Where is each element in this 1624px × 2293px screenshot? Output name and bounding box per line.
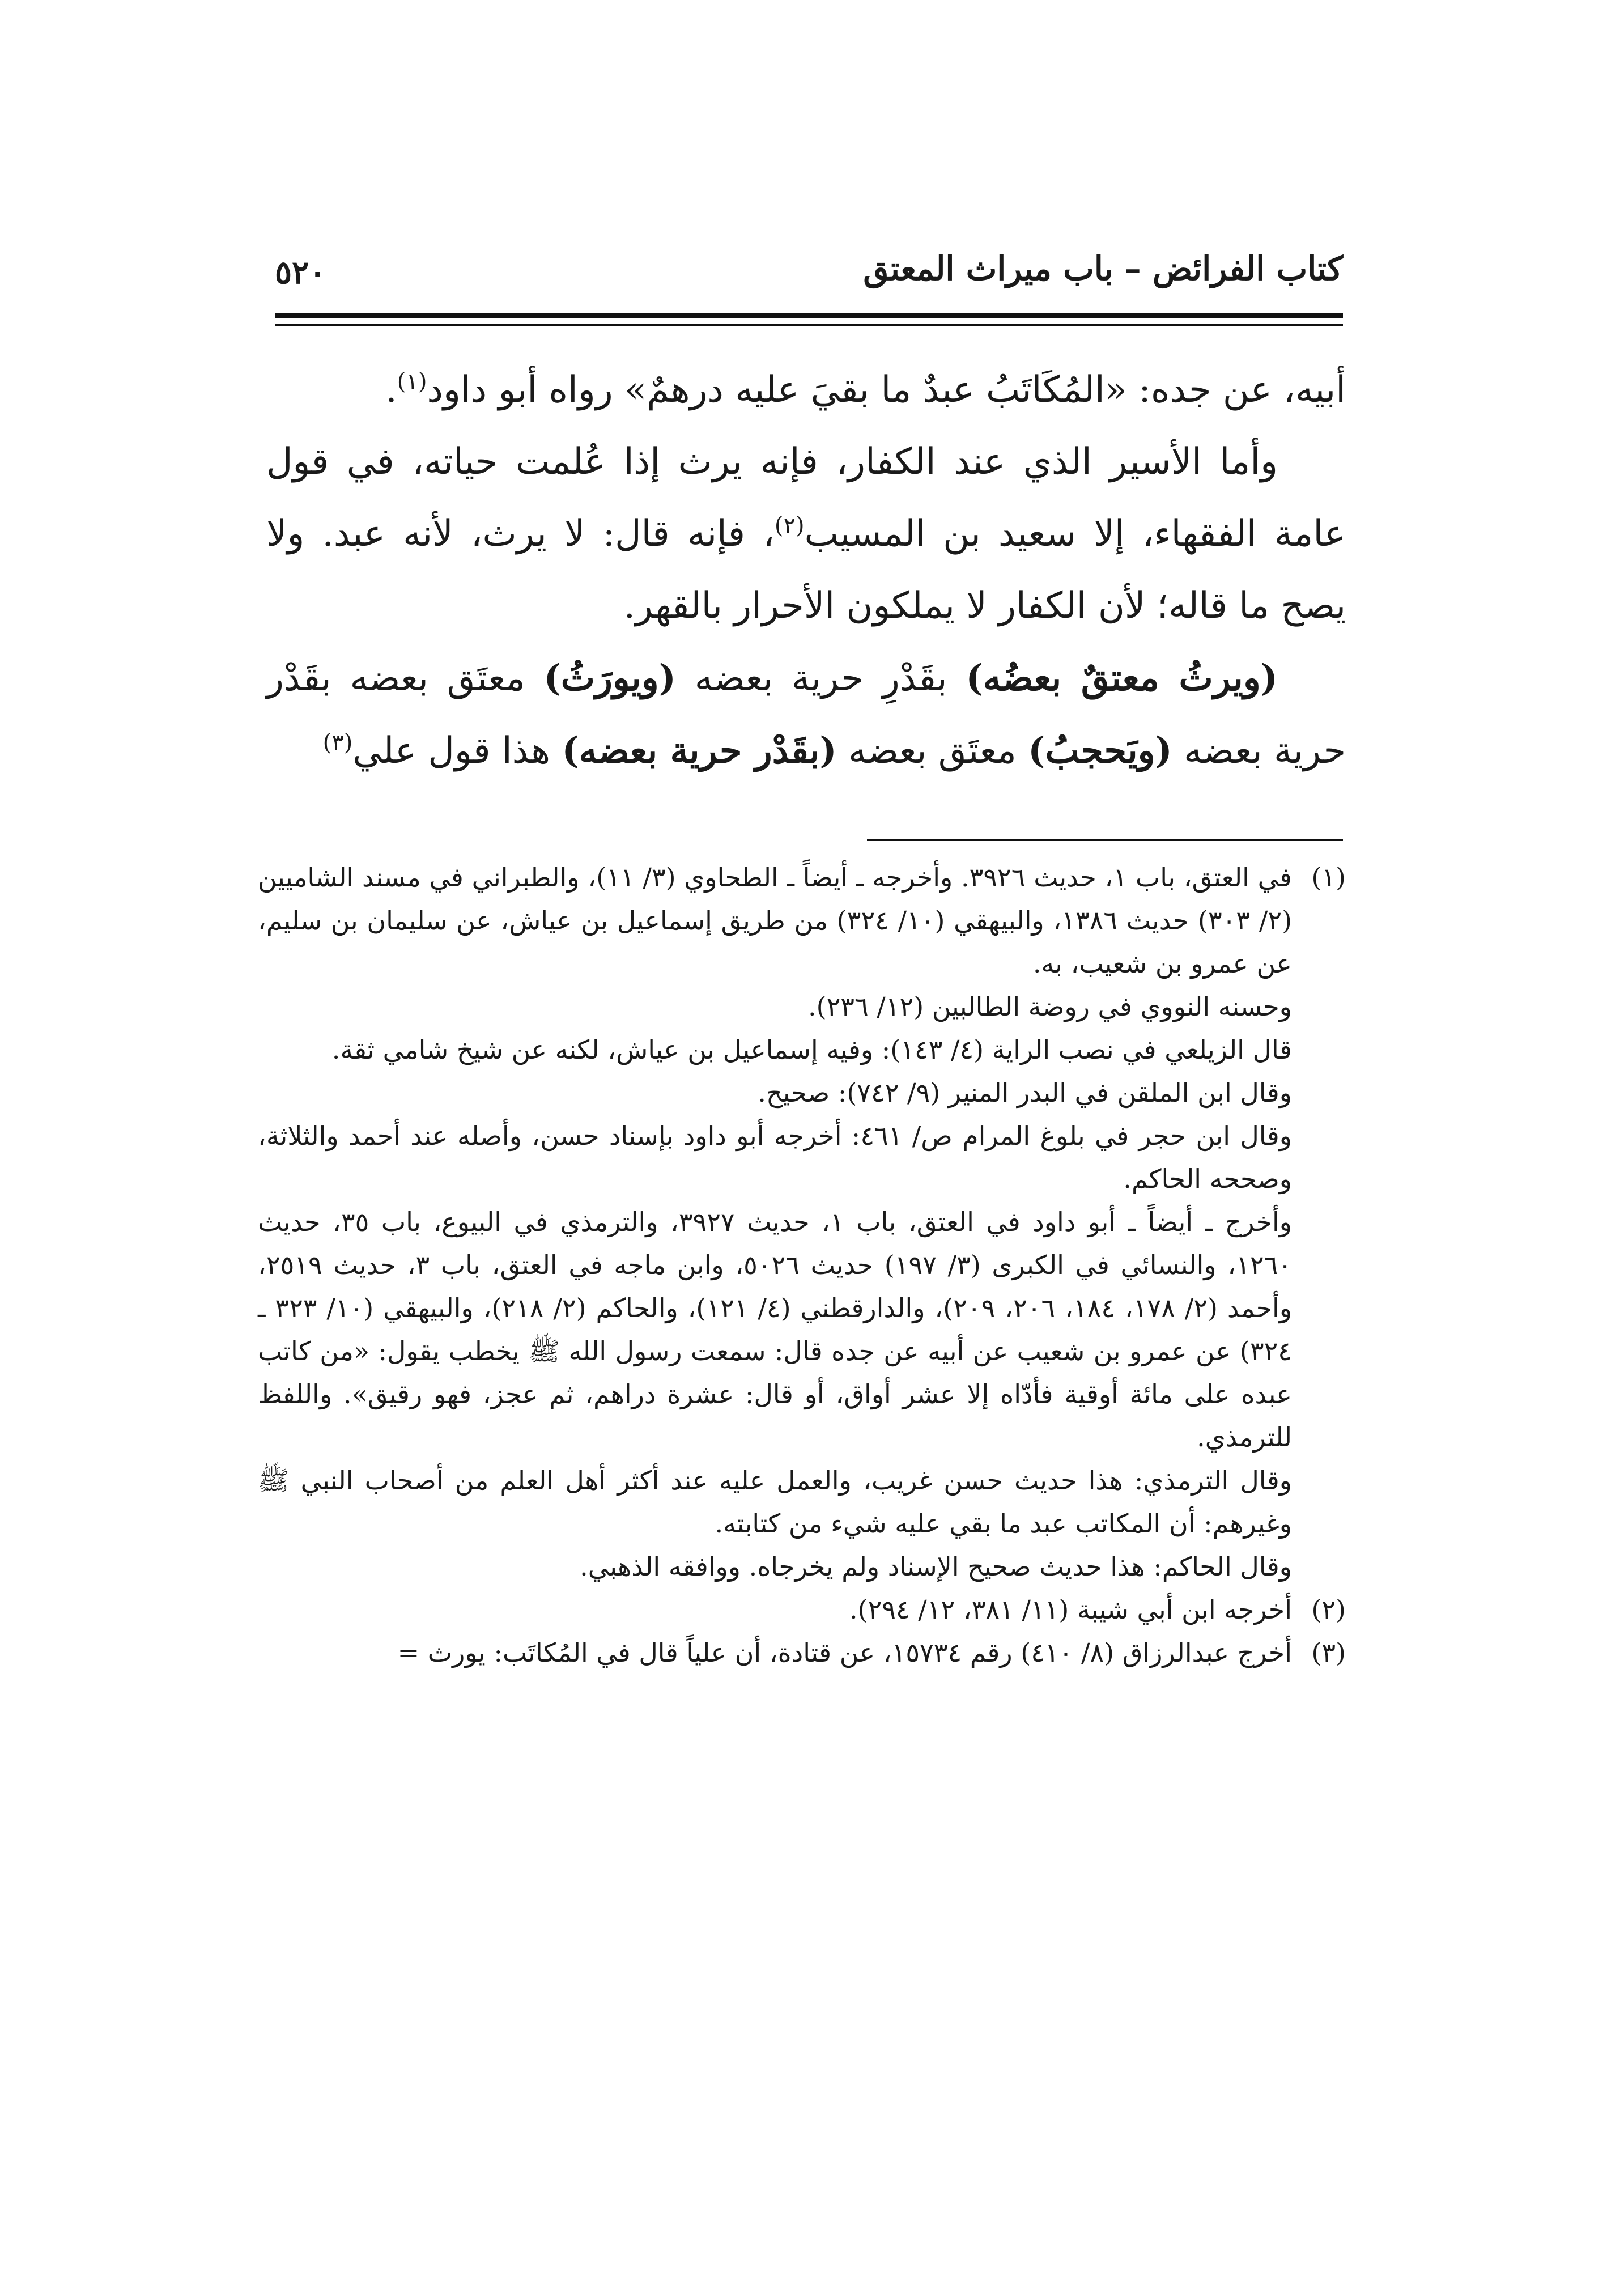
main-line-1: أبيه، عن جده: «المُكَاتَبُ عبدٌ ما بقيَ عليه درهمٌ» رواه أبو داود$^{(١)}$.	[385, 368, 1346, 411]
main-text	[266, 354, 1346, 787]
footnote-1-paragraph: وأخرج ـ أيضاً ـ أبو داود في العتق، باب ١، حديث ٣٩٢٧، والترمذي في البيوع، باب ٣٥، حديث ١٢٦٠، والنسائي في الكبرى (٣/ ١٩٧) حديث ٥٠٢٦، وابن ماجه في العتق، باب ٣، حديث ٢٥١٩، وأحمد (٢/ ١٧٨، ١٨٤، ٢٠٦، ٢٠٩)، والدارقطني (٤/ ١٢١)، والحاكم (٢/ ٢١٨)، والبيهقي (١٠/ ٣٢٣ ـ ٣٢٤) عن عمرو بن شعيب عن أبيه عن جده قال: سمعت رسول الله ﷺ يخطب يقول: «من كاتب عبده على مائة أوقية فأدّاه إلا عشر أواق، أو قال: عشرة دراهم، ثم عجز، فهو رقيق». واللفظ للترمذي.	[258, 1207, 1293, 1453]
main-paragraph-3: (ويرثُ معتقٌ بعضُه) بقَدْرِ حرية بعضه (ويورَثُ) معتَق بعضه بقَدْر حرية بعضه (ويَحجبُ) معتَق بعضه (بقَدْر حرية بعضه) هذا قول علي$^{(٣)}$	[266, 657, 1346, 772]
header-rule-thin	[275, 324, 1343, 326]
footnote-3: (٣) أخرج عبدالرزاق (٨/ ٤١٠) رقم ١٥٧٣٤، عن قتادة، أن علياً قال في المُكاتَب: يورث =	[258, 1631, 1346, 1674]
footnote-1-paragraph: وقال الترمذي: هذا حديث حسن غريب، والعمل عليه عند أكثر أهل العلم من أصحاب النبي ﷺ وغيرهم: أن المكاتب عبد ما بقي عليه شيء من كتابته.	[258, 1465, 1292, 1539]
footnote-1-paragraph: قال الزيلعي في نصب الراية (٤/ ١٤٣): وفيه إسماعيل بن عياش، لكنه عن شيخ شامي ثقة.	[331, 1034, 1292, 1065]
footnote-1: (١) في العتق، باب ١، حديث ٣٩٢٦. وأخرجه ـ أيضاً ـ الطحاوي (٣/ ١١)، والطبراني في مسند الشاميين (٢/ ٣٠٣) حديث ١٣٨٦، والبيهقي (١٠/ ٣٢٤) من طريق إسماعيل بن عياش، عن سليمان بن سليم، عن عمرو بن شعيب، به.	[258, 856, 1346, 985]
footnotes	[258, 856, 1346, 1674]
footnote-separator	[867, 839, 1343, 841]
matn-phrase-2: (ويورَثُ)	[543, 657, 676, 699]
matn-phrase-1: (ويرثُ معتقٌ بعضُه)	[966, 657, 1278, 699]
matn-phrase-3: (ويَحجبُ)	[1028, 729, 1172, 772]
page-number: ٥٢٠	[275, 254, 326, 291]
running-header	[275, 249, 1343, 300]
footnote-ref-2: (٢)	[774, 512, 805, 539]
footnote-2: (٢) أخرجه ابن أبي شيبة (١١/ ٣٨١، ١٢/ ٢٩٤).	[258, 1588, 1346, 1631]
footnote-ref-3: (٣)	[322, 729, 353, 756]
footnote-1-paragraph: وقال ابن الملقن في البدر المنير (٩/ ٧٤٢): صحيح.	[758, 1077, 1292, 1108]
header-rule-thick	[275, 313, 1343, 318]
header-title: كتاب الفرائض – باب ميراث المعتق	[863, 249, 1343, 288]
footnote-1-paragraph: وقال الحاكم: هذا حديث صحيح الإسناد ولم يخرجاه. ووافقه الذهبي.	[580, 1551, 1292, 1582]
footnote-1-paragraph: وحسنه النووي في روضة الطالبين (١٢/ ٢٣٦).	[807, 991, 1292, 1022]
footnote-3-number: (٣)	[1311, 1637, 1346, 1668]
footnote-2-number: (٢)	[1311, 1594, 1346, 1625]
footnote-ref-1: (١)	[397, 368, 427, 395]
footnote-1-number: (١)	[1311, 862, 1346, 893]
main-paragraph-2: وأما الأسير الذي عند الكفار، فإنه يرث إذا عُلمت حياته، في قول عامة الفقهاء، إلا سعيد بن المسيب$^{(٢)}$، فإنه قال: لا يرث، لأنه عبد. ولا يصح ما قاله؛ لأن الكفار لا يملكون الأحرار بالقهر.	[266, 441, 1346, 627]
footnote-1-paragraph: وقال ابن حجر في بلوغ المرام ص/ ٤٦١: أخرجه أبو داود بإسناد حسن، وأصله عند أحمد والثلاثة، وصححه الحاكم.	[258, 1120, 1293, 1194]
matn-phrase-4: (بقَدْر حرية بعضه)	[562, 729, 837, 772]
